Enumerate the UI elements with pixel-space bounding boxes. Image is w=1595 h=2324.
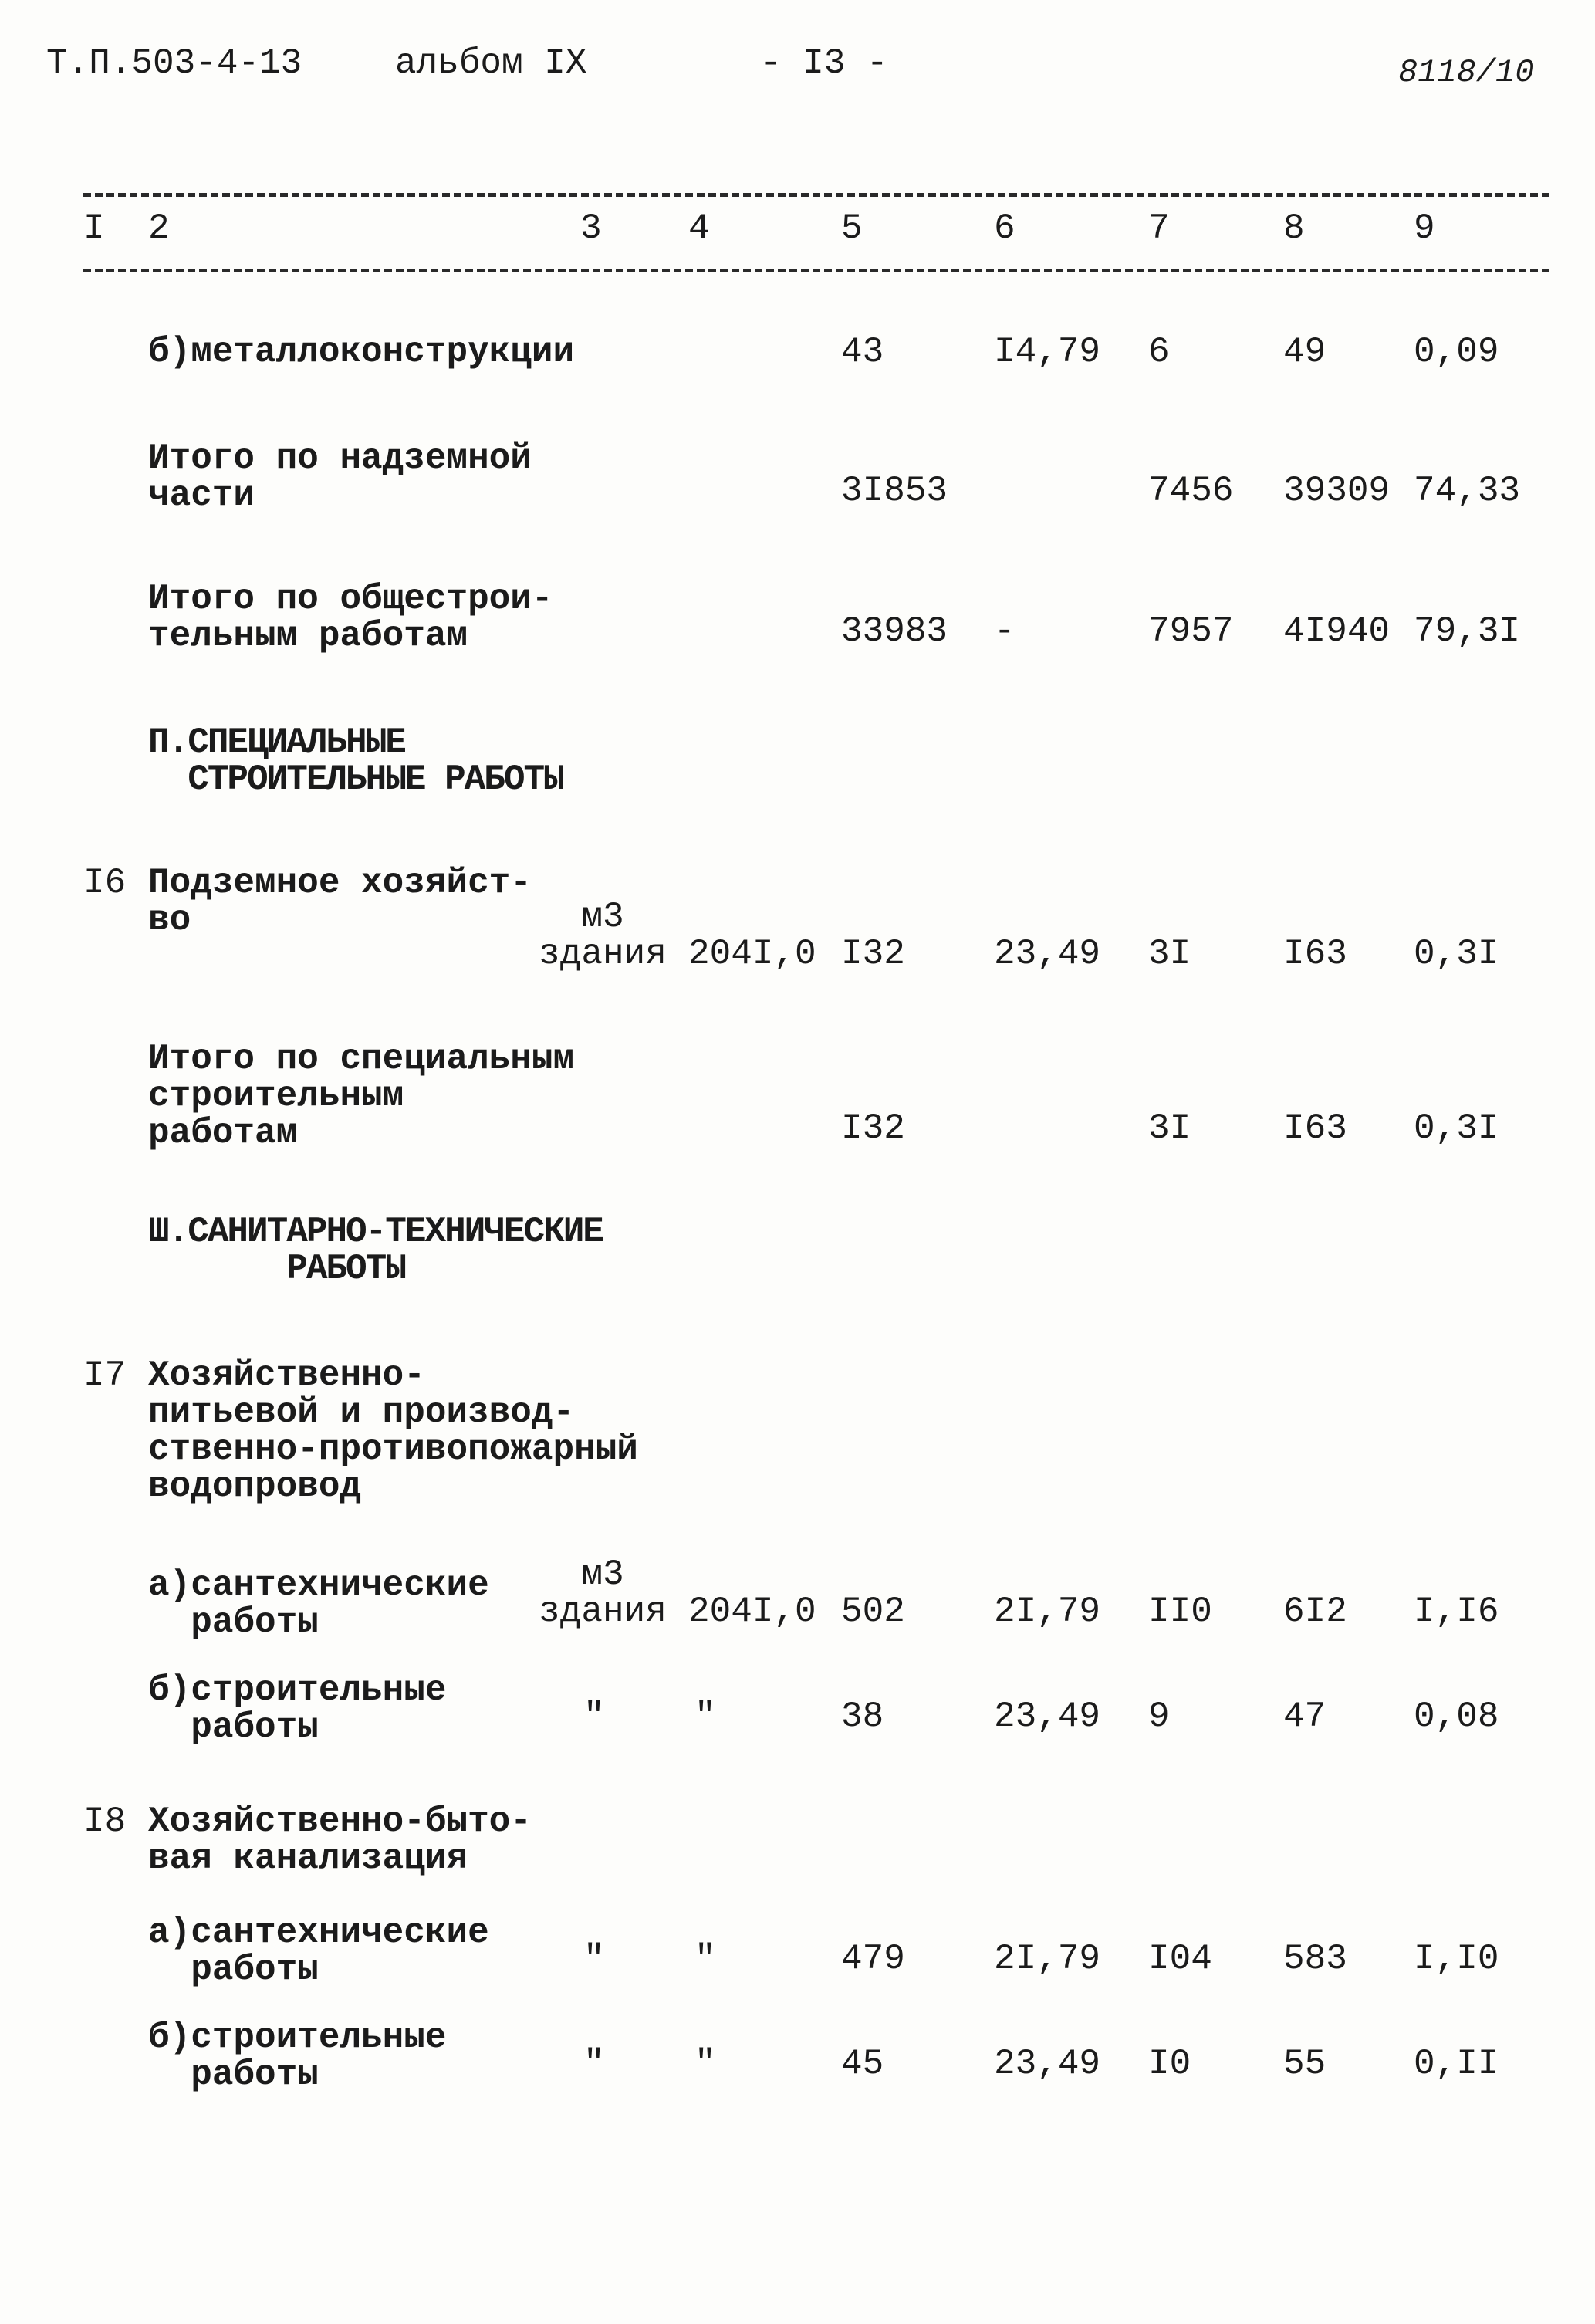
row-col7: 3I: [1148, 934, 1191, 974]
sheet-code: 8118/10: [1398, 54, 1535, 91]
header-rule-top: [83, 193, 1549, 197]
column-header-6: 6: [994, 208, 1015, 249]
row-unit: м3 здания: [539, 897, 667, 974]
section-title: Ш.САНИТАРНО-ТЕХНИЧЕСКИЕ РАБОТЫ: [148, 1212, 603, 1289]
row-col8: 6I2: [1283, 1592, 1347, 1632]
column-header-4: 4: [688, 208, 710, 249]
row-number: I6: [83, 863, 127, 903]
row-col6: 2I,79: [994, 1592, 1101, 1632]
row-col5: I32: [841, 1108, 905, 1148]
row-col5: 45: [841, 2044, 884, 2084]
row-col9: I,I0: [1414, 1939, 1499, 1979]
row-number: I8: [83, 1801, 127, 1842]
header-rule-bottom: [83, 269, 1549, 272]
row-col9: 74,33: [1414, 471, 1521, 511]
ditto-mark: ": [694, 1696, 716, 1737]
row-name: б)строительные работы: [148, 2018, 447, 2095]
row-col8: 583: [1283, 1939, 1347, 1979]
row-name: Итого по надземной части: [148, 438, 532, 516]
row-col7: 3I: [1148, 1108, 1191, 1148]
row-col6: 23,49: [994, 2044, 1101, 2084]
row-col5: 502: [841, 1592, 905, 1632]
ditto-mark: ": [583, 2044, 605, 2084]
row-col7: 7456: [1148, 471, 1234, 511]
ditto-mark: ": [583, 1696, 605, 1737]
row-col5: 479: [841, 1939, 905, 1979]
row-name: Итого по специальным строительным работам: [148, 1039, 575, 1153]
row-col7: I0: [1148, 2044, 1191, 2084]
row-col5: 33983: [841, 611, 948, 651]
row-col9: 0,08: [1414, 1696, 1499, 1737]
row-name: Хозяйственно-быто- вая канализация: [148, 1801, 532, 1879]
row-col7: 7957: [1148, 611, 1234, 651]
column-header-5: 5: [841, 208, 863, 249]
row-col6: I4,79: [994, 332, 1101, 372]
row-number: I7: [83, 1355, 127, 1395]
row-col9: 79,3I: [1414, 611, 1521, 651]
row-col8: 49: [1283, 332, 1326, 372]
column-header-7: 7: [1148, 208, 1170, 249]
row-col8: 39309: [1283, 471, 1391, 511]
section-title: П.СПЕЦИАЛЬНЫЕ СТРОИТЕЛЬНЫЕ РАБОТЫ: [148, 722, 563, 800]
row-name: б)металлоконструкции: [148, 332, 575, 372]
row-col5: 43: [841, 332, 884, 372]
row-col9: 0,3I: [1414, 1108, 1499, 1148]
row-col6: 2I,79: [994, 1939, 1101, 1979]
row-col4: 204I,0: [688, 934, 816, 974]
row-col9: 0,3I: [1414, 934, 1499, 974]
row-name: Итого по общестрои- тельным работам: [148, 579, 553, 656]
row-name: Подземное хозяйст- во: [148, 863, 532, 940]
row-col5: I32: [841, 934, 905, 974]
row-col9: I,I6: [1414, 1592, 1499, 1632]
column-header-9: 9: [1414, 208, 1435, 249]
row-col6: 23,49: [994, 934, 1101, 974]
row-col5: 3I853: [841, 471, 948, 511]
document-code: Т.П.503-4-13: [46, 43, 302, 83]
row-col6: -: [994, 611, 1015, 651]
row-col6: 23,49: [994, 1696, 1101, 1737]
row-name: Хозяйственно- питьевой и производ- ственно-противопожарный водопровод: [148, 1355, 638, 1507]
row-col8: I63: [1283, 934, 1347, 974]
column-header-1: I: [83, 208, 105, 249]
row-name: б)строительные работы: [148, 1670, 447, 1747]
row-col8: I63: [1283, 1108, 1347, 1148]
row-name: а)сантехнические работы: [148, 1913, 489, 1990]
row-col9: 0,II: [1414, 2044, 1499, 2084]
row-col7: II0: [1148, 1592, 1212, 1632]
ditto-mark: ": [694, 1939, 716, 1979]
row-col8: 55: [1283, 2044, 1326, 2084]
row-col8: 4I940: [1283, 611, 1391, 651]
row-col5: 38: [841, 1696, 884, 1737]
row-name: а)сантехнические работы: [148, 1565, 489, 1642]
row-col8: 47: [1283, 1696, 1326, 1737]
album-label: альбом IX: [395, 43, 587, 83]
column-header-2: 2: [148, 208, 170, 249]
row-col7: I04: [1148, 1939, 1212, 1979]
page-number: - I3 -: [760, 43, 888, 83]
column-header-8: 8: [1283, 208, 1305, 249]
row-col7: 6: [1148, 332, 1170, 372]
row-col4: 204I,0: [688, 1592, 816, 1632]
row-col9: 0,09: [1414, 332, 1499, 372]
column-header-3: 3: [580, 208, 602, 249]
row-col7: 9: [1148, 1696, 1170, 1737]
row-unit: м3 здания: [539, 1554, 667, 1632]
ditto-mark: ": [694, 2044, 716, 2084]
ditto-mark: ": [583, 1939, 605, 1979]
